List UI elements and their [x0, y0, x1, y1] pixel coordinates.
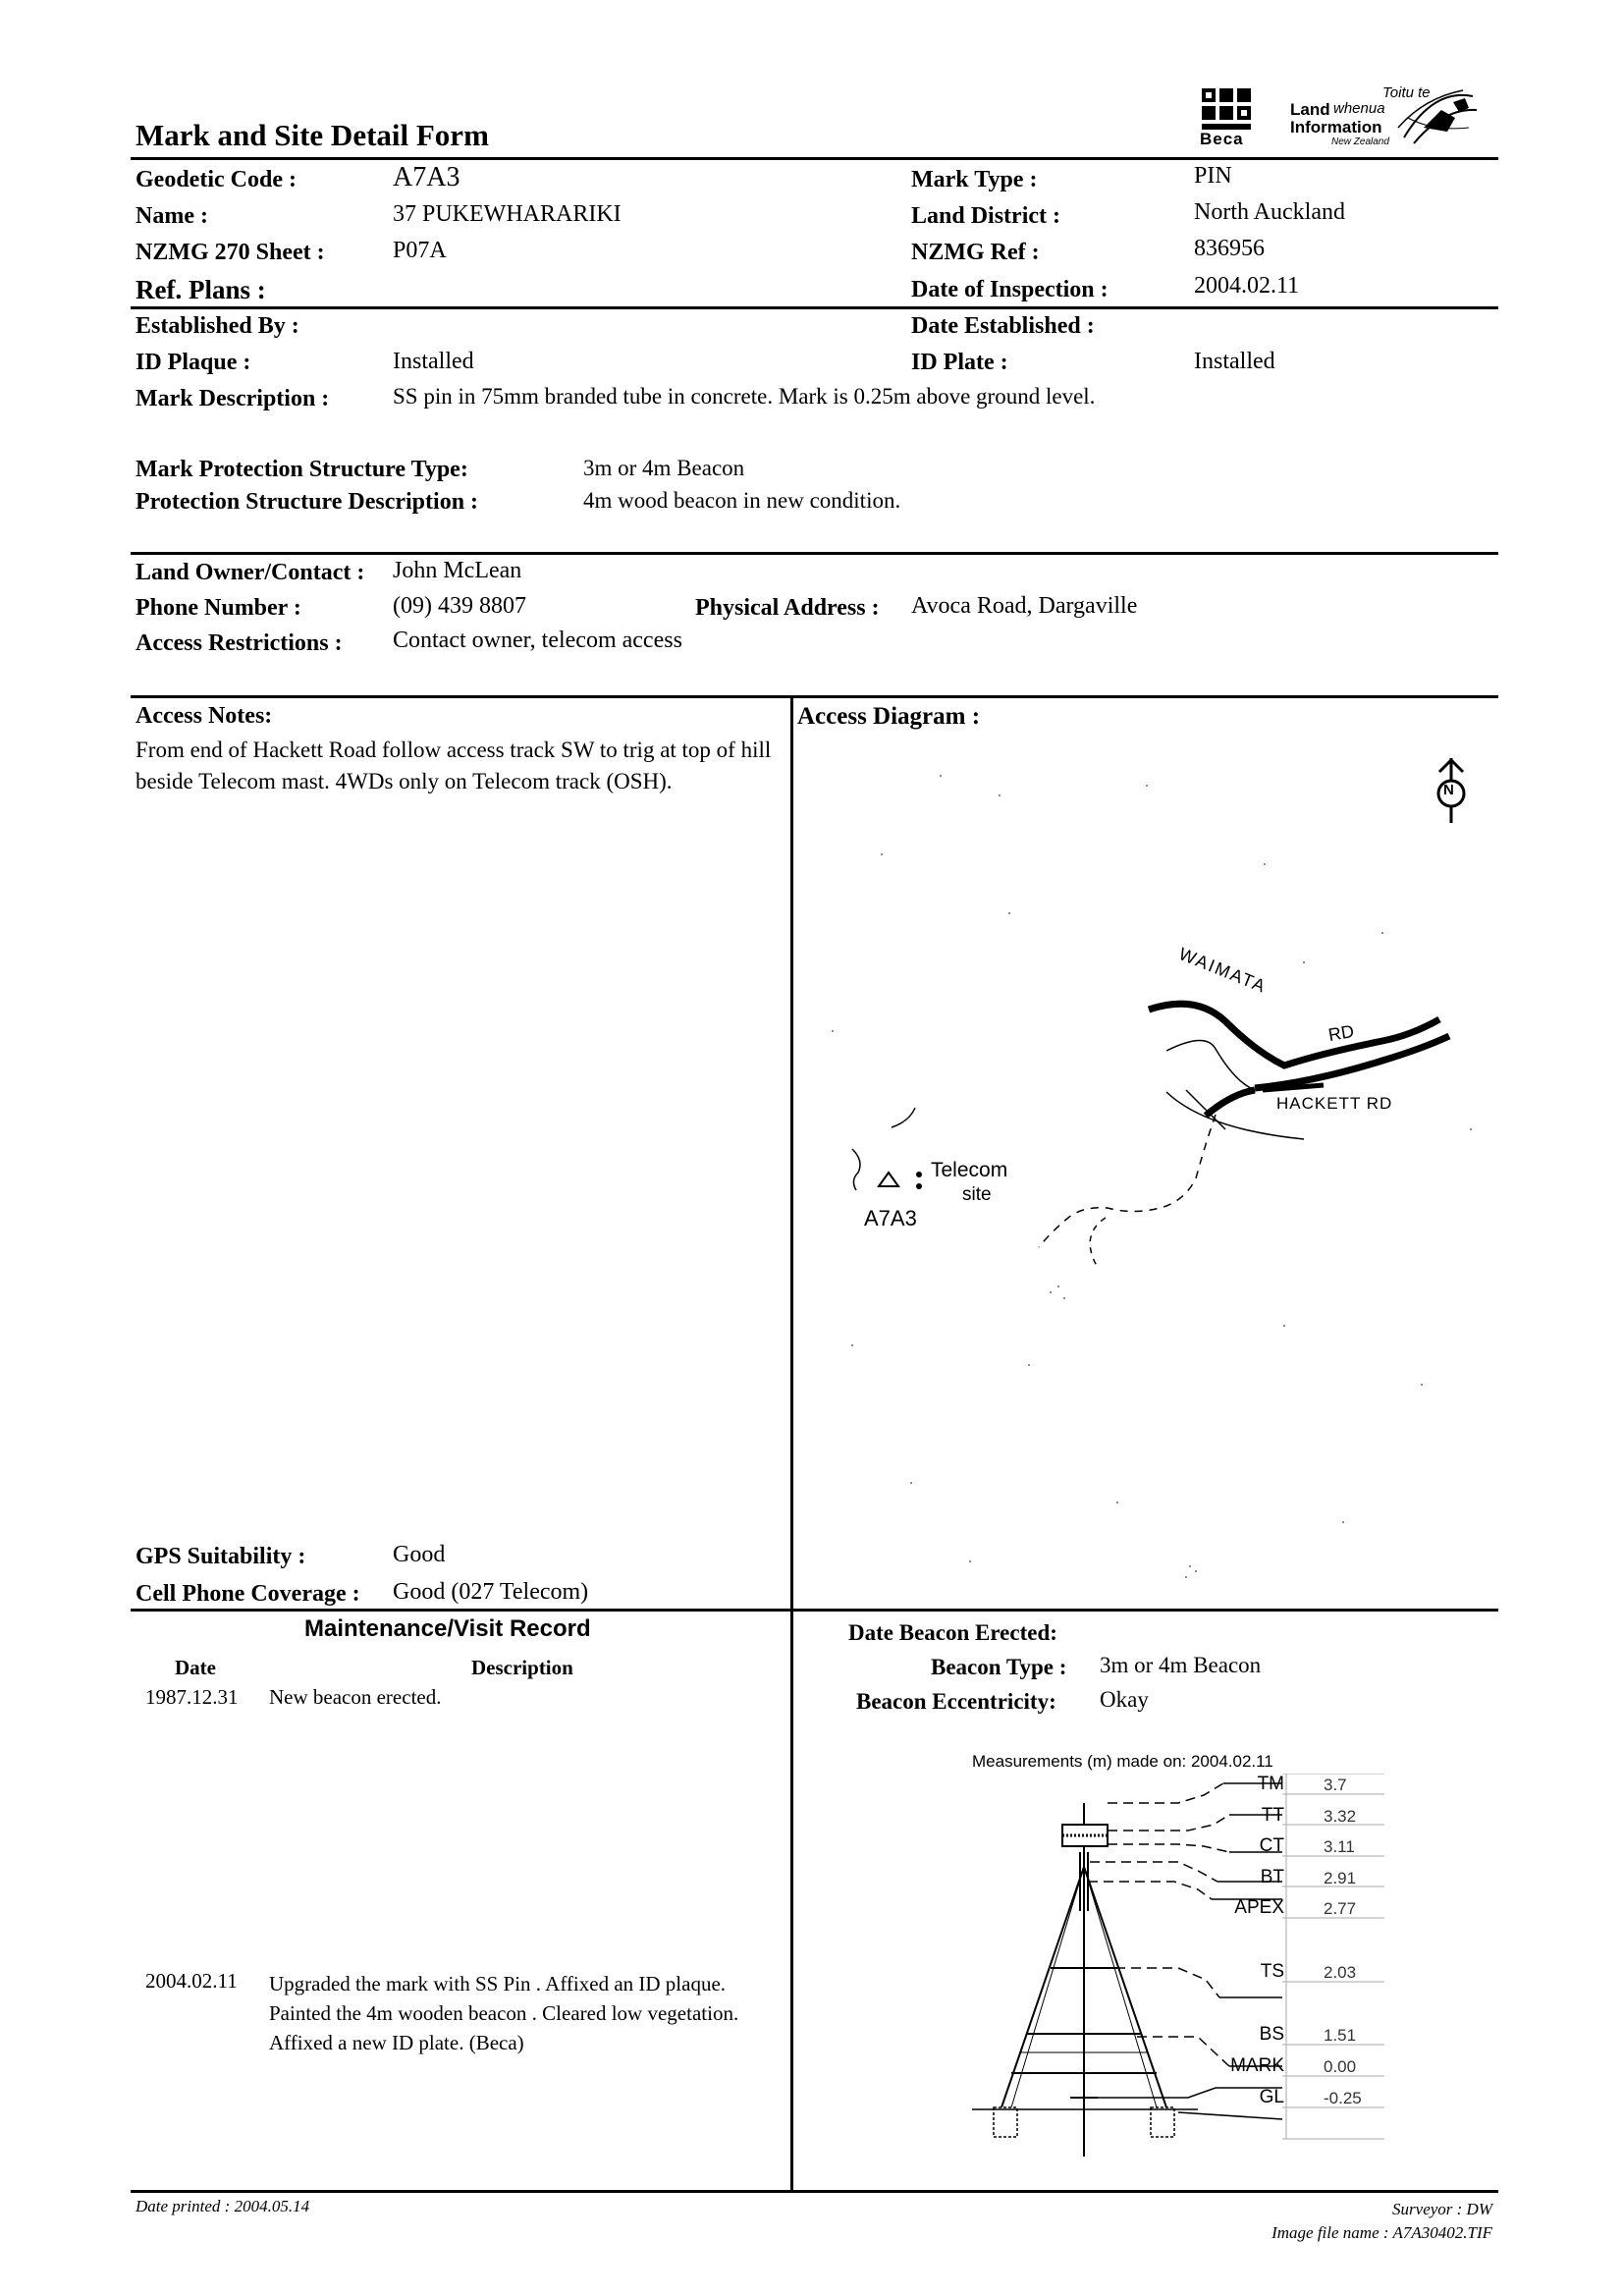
phone-value: (09) 439 8807 [393, 593, 526, 619]
globe-icon [1394, 88, 1477, 147]
middle-rule [131, 1609, 1498, 1612]
land-district-value: North Auckland [1194, 199, 1345, 225]
north-letter: N [1443, 782, 1454, 798]
image-file-name: Image file name : A7A30402.TIF [1271, 2223, 1492, 2242]
measurement-label: TS [1260, 1961, 1284, 1982]
bottom-rule [131, 2190, 1498, 2193]
road-label-hackett: HACKETT RD [1276, 1094, 1393, 1113]
measurement-value: 0.00 [1324, 2057, 1357, 2076]
restrictions-value: Contact owner, telecom access [393, 628, 682, 653]
cell-value: Good (027 Telecom) [393, 1579, 589, 1605]
owner-rule [131, 695, 1498, 698]
mark-description-label: Mark Description : [135, 386, 330, 411]
protection-rule [131, 552, 1498, 555]
measurement-value: -0.25 [1324, 2089, 1362, 2107]
owner-contact-label: Land Owner/Contact : [135, 560, 365, 585]
linz-logo [1286, 82, 1483, 151]
measurement-label: TT [1261, 1805, 1284, 1826]
maintenance-date-header: Date [175, 1656, 216, 1679]
beacon-type-value: 3m or 4m Beacon [1100, 1653, 1262, 1677]
telecom-label: Telecom [931, 1159, 1008, 1181]
title-rule [131, 157, 1498, 160]
measurement-label: TM [1257, 1774, 1284, 1794]
record-date: 1987.12.31 [145, 1685, 239, 1709]
measurement-value: 2.91 [1324, 1869, 1357, 1887]
date-established-label: Date Established : [911, 313, 1095, 339]
measurement-label: BT [1260, 1867, 1284, 1887]
geodetic-code-value: A7A3 [393, 162, 460, 192]
road-label-rd: RD [1326, 1020, 1356, 1046]
measurement-label: APEX [1234, 1897, 1284, 1918]
measurement-label: BS [1259, 2024, 1284, 2045]
owner-contact-value: John McLean [393, 558, 522, 583]
beacon-type-label: Beacon Type : [931, 1655, 1067, 1679]
sheet-label: NZMG 270 Sheet : [135, 240, 325, 265]
site-label: site [962, 1184, 992, 1205]
date-inspection-label: Date of Inspection : [911, 277, 1109, 302]
name-value: 37 PUKEWHARARIKI [393, 201, 622, 227]
linz-logo-line4: New Zealand [1331, 137, 1389, 147]
geodetic-code-label: Geodetic Code : [135, 167, 297, 192]
measurement-value: 3.7 [1324, 1776, 1347, 1794]
record-date: 2004.02.11 [145, 1969, 238, 1993]
nzmg-ref-label: NZMG Ref : [911, 240, 1040, 265]
mark-label: A7A3 [864, 1206, 917, 1230]
gps-value: Good [393, 1542, 446, 1567]
measurement-value: 2.77 [1324, 1899, 1357, 1918]
id-plaque-value: Installed [393, 349, 474, 374]
linz-logo-line2a: Land [1290, 100, 1330, 119]
measurement-label: GL [1259, 2087, 1284, 2107]
surveyor: Surveyor : DW [1392, 2200, 1492, 2218]
ref-plans-label: Ref. Plans : [135, 275, 266, 304]
established-by-label: Established By : [135, 313, 299, 339]
access-track [1039, 1115, 1216, 1247]
measurements-title: Measurements (m) made on: 2004.02.11 [972, 1752, 1273, 1771]
id-plate-label: ID Plate : [911, 350, 1008, 375]
id-plaque-label: ID Plaque : [135, 350, 251, 375]
record-description: Upgraded the mark with SS Pin . Affixed an ID plaque. Painted the 4m wooden beacon . Cleared low vegetation. Affixed a new ID plate. (Beca) [269, 1972, 739, 2054]
maintenance-title: Maintenance/Visit Record [304, 1615, 591, 1642]
beacon-diagram [972, 1774, 1384, 2157]
nzmg-ref-value: 836956 [1194, 236, 1265, 261]
beacon-eccentricity-label: Beacon Eccentricity: [856, 1689, 1056, 1714]
sheet-value: P07A [393, 238, 447, 263]
id-plate-value: Installed [1194, 349, 1275, 374]
measurement-value: 2.03 [1324, 1963, 1357, 1982]
phone-label: Phone Number : [135, 595, 301, 621]
protection-type-label: Mark Protection Structure Type: [135, 457, 468, 482]
linz-logo-line2b: whenua [1333, 100, 1385, 117]
beca-logo-text: Beca [1200, 130, 1244, 148]
linz-logo-line3: Information [1290, 118, 1382, 137]
address-value: Avoca Road, Dargaville [911, 593, 1138, 619]
address-label: Physical Address : [695, 595, 880, 621]
mark-description-value: SS pin in 75mm branded tube in concrete. Mark is 0.25m above ground level. [393, 384, 1096, 409]
date-inspection-value: 2004.02.11 [1194, 273, 1300, 299]
measurement-label: CT [1259, 1835, 1284, 1856]
measurement-value: 3.11 [1324, 1837, 1355, 1856]
form-title: Mark and Site Detail Form [135, 118, 489, 152]
maintenance-desc-header: Description [471, 1656, 573, 1679]
beacon-eccentricity-value: Okay [1100, 1687, 1149, 1712]
mark-type-label: Mark Type : [911, 167, 1038, 192]
name-label: Name : [135, 203, 208, 229]
linz-logo-line1: Toitu te [1382, 84, 1431, 101]
access-diagram-label: Access Diagram : [797, 703, 981, 730]
trig-mark-icon [879, 1173, 898, 1186]
date-printed: Date printed : 2004.05.14 [135, 2197, 310, 2215]
protection-description-value: 4m wood beacon in new condition. [583, 488, 901, 513]
access-diagram [793, 737, 1498, 1609]
land-district-label: Land District : [911, 203, 1060, 229]
date-beacon-erected-label: Date Beacon Erected: [848, 1620, 1057, 1645]
measurement-label: MARK [1230, 2055, 1284, 2076]
header-rule [131, 306, 1498, 309]
protection-description-label: Protection Structure Description : [135, 489, 479, 515]
gps-label: GPS Suitability : [135, 1544, 306, 1569]
access-notes-label: Access Notes: [135, 703, 273, 729]
restrictions-label: Access Restrictions : [135, 630, 343, 656]
access-notes-text: From end of Hackett Road follow access track SW to trig at top of hill beside Telecom mast. 4WDs only on Telecom track (OSH). [135, 738, 772, 793]
measurement-value: 1.51 [1324, 2026, 1357, 2045]
road-label-waimata: WAIMATA [1175, 944, 1271, 998]
beca-logo [1200, 86, 1255, 147]
cell-label: Cell Phone Coverage : [135, 1581, 360, 1607]
record-description: New beacon erected. [269, 1685, 442, 1709]
protection-type-value: 3m or 4m Beacon [583, 456, 745, 480]
mark-type-value: PIN [1194, 163, 1232, 189]
measurement-value: 3.32 [1324, 1807, 1357, 1826]
